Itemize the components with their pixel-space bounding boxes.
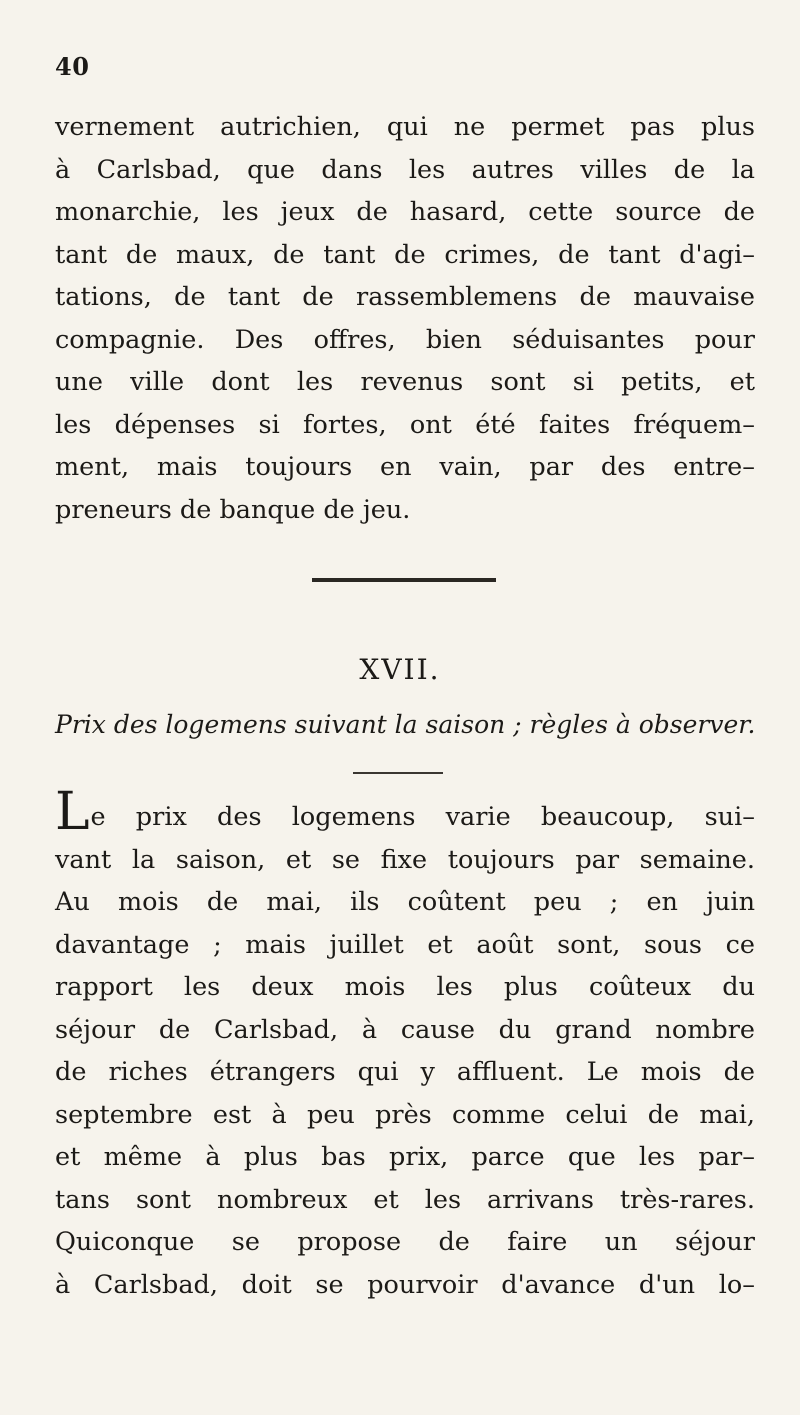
text-line: vant la saison, et se fixe toujours par semaine.	[55, 844, 755, 875]
text-line: les dépenses si fortes, ont été faites fréquem–	[55, 409, 755, 440]
text-line: tant de maux, de tant de crimes, de tant d'agi–	[55, 239, 755, 270]
drop-cap: L	[55, 782, 90, 842]
text-line: rapport les deux mois les plus coûteux du	[55, 972, 755, 1002]
text-line: Quiconque se propose de faire un séjour	[55, 1227, 755, 1257]
section-number: XVII.	[359, 653, 441, 686]
text-line: septembre est à peu près comme celui de mai,	[55, 1099, 755, 1130]
text-line: une ville dont les revenus sont si petits, et	[55, 367, 755, 397]
text-line: monarchie, les jeux de hasard, cette source de	[55, 197, 755, 227]
text-line: de riches étrangers qui y affluent. Le mois de	[55, 1057, 755, 1087]
text-line-first	[55, 782, 755, 842]
section-divider	[312, 578, 496, 582]
text-line: davantage ; mais juillet et août sont, sous ce	[55, 929, 755, 960]
text-line: vernement autrichien, qui ne permet pas plus	[55, 112, 755, 142]
section-title: Prix des logemens suivant la saison ; règles à observer.	[55, 710, 756, 739]
paragraph-2	[55, 782, 755, 1306]
text-line: à Carlsbad, que dans les autres villes de la	[55, 154, 755, 185]
text-line: preneurs de banque de jeu.	[55, 494, 411, 525]
text-line: à Carlsbad, doit se pourvoir d'avance d'un lo–	[55, 1269, 755, 1300]
page-number: 40	[55, 52, 90, 81]
text-line: ment, mais toujours en vain, par des entre–	[55, 452, 755, 482]
title-divider	[353, 772, 443, 774]
text-line: séjour de Carlsbad, à cause du grand nombre	[55, 1014, 755, 1045]
text-line-rest: e prix des logemens varie beaucoup, sui–	[90, 802, 755, 832]
text-line: Au mois de mai, ils coûtent peu ; en juin	[55, 887, 755, 917]
text-line: et même à plus bas prix, parce que les par–	[55, 1142, 755, 1172]
text-line: compagnie. Des offres, bien séduisantes pour	[55, 324, 755, 355]
text-line: tations, de tant de rassemblemens de mauvaise	[55, 282, 755, 312]
text-line: tans sont nombreux et les arrivans très-rares.	[55, 1184, 755, 1215]
paragraph-1	[55, 106, 755, 531]
